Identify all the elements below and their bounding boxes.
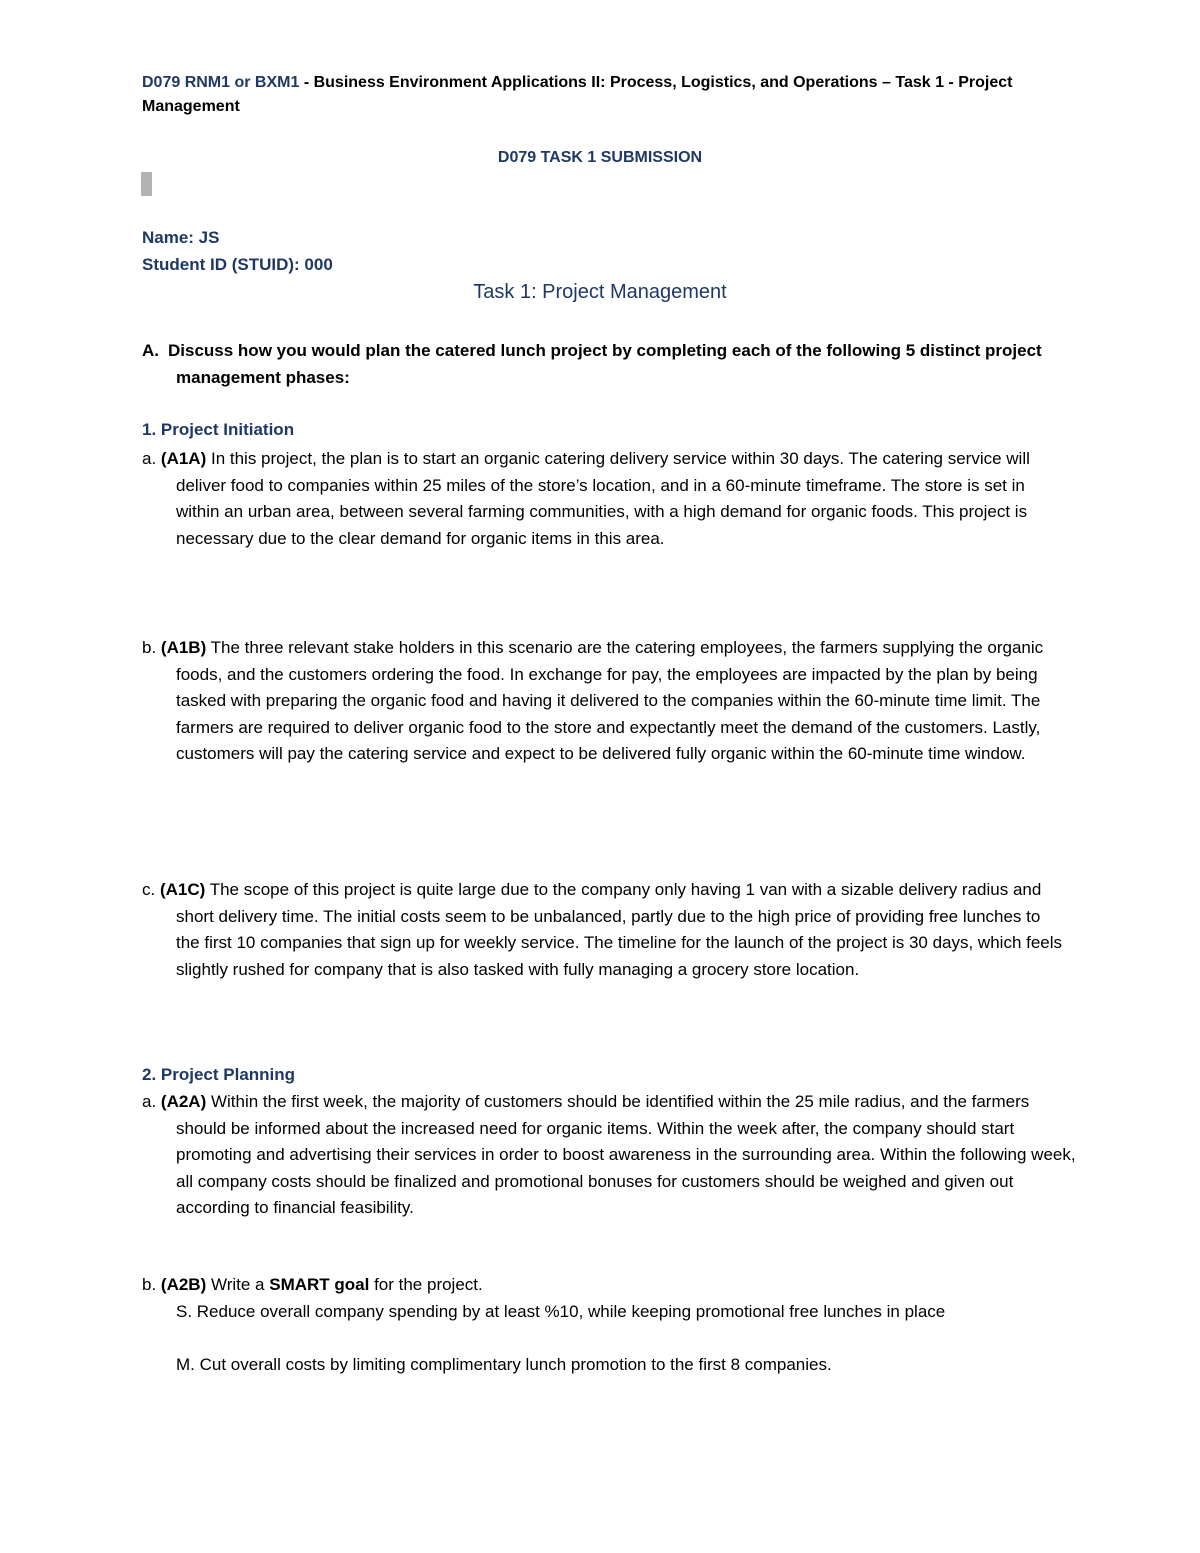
item-tag: (A2B) [160, 1275, 207, 1294]
smart-goal-term: SMART goal [269, 1275, 370, 1294]
item-marker: c. [142, 880, 160, 899]
item-text: The three relevant stake holders in this scenario are the catering employees, the farmers supplying the organic foods, and the customers ordering the food. In exchange for pay, the employees are impacted by the plan by being tasked with preparing the organic food and having it delivered to the companies within the 60-minute time limit. The farmers are required to deliver organic food to the store and expectantly meet the demand of the customers. Lastly, customers will pay the catering service and expect to be delivered fully organic within the 60-minute time window. [176, 638, 1044, 763]
paragraph-a1b [142, 635, 1066, 768]
item-text: Within the first week, the majority of customers should be identified within the 25 mile radius, and the farmers should be informed about the increased need for organic items. Within the week after, the company should start promoting and advertising their services in order to boost awareness in the surrounding area. Within the following week, all company costs should be finalized and promotional bonuses for customers should be weighed and given out according to financial feasibility. [176, 1092, 1076, 1217]
prompt-a [142, 338, 1066, 391]
paragraph-a1c [142, 877, 1066, 983]
item-tag: (A1A) [160, 449, 207, 468]
student-name: Name: JS [142, 228, 220, 247]
item-tag: (A2A) [160, 1092, 207, 1111]
submission-title: D079 TASK 1 SUBMISSION [497, 149, 703, 166]
item-marker: a. [142, 449, 161, 468]
item-marker: a. [142, 1092, 161, 1111]
course-header [142, 71, 1062, 119]
item-text: In this project, the plan is to start an organic catering delivery service within 30 days. The catering service will deliver food to companies within 25 miles of the store’s location, and in a 60-minute timeframe. The store is set in within an urban area, between several farming communities, with a high demand for organic foods. This project is necessary due to the clear demand for organic items in this area. [176, 449, 1030, 548]
prompt-text: Discuss how you would plan the catered lunch project by completing each of the following 5 distinct project management phases: [168, 341, 1042, 387]
item-text-before: Write a [206, 1275, 270, 1294]
student-id: Student ID (STUID): 000 [142, 255, 333, 274]
text-cursor-marker [141, 172, 152, 196]
item-text: The scope of this project is quite large due to the company only having 1 van with a sizable delivery radius and short delivery time. The initial costs seem to be unbalanced, partly due to the high price of providing free lunches to the first 10 companies that sign up for weekly service. The timeline for the launch of the project is 30 days, which feels slightly rushed for company that is also tasked with fully managing a grocery store location. [176, 880, 1063, 979]
smart-goal-specific: S. Reduce overall company spending by at least %10, while keeping promotional free lunches in place [176, 1302, 946, 1321]
paragraph-a2b [142, 1272, 483, 1299]
prompt-marker: A. [142, 341, 159, 360]
course-code: D079 RNM1 or BXM1 [142, 74, 300, 91]
item-marker: b. [142, 1275, 161, 1294]
paragraph-a2a [142, 1089, 1076, 1222]
smart-goal-measurable: M. Cut overall costs by limiting complimentary lunch promotion to the first 8 companies. [176, 1355, 832, 1374]
paragraph-a1a [142, 446, 1066, 552]
task-title: Task 1: Project Management [473, 281, 727, 303]
section-heading-initiation: 1. Project Initiation [142, 420, 295, 439]
section-heading-planning: 2. Project Planning [142, 1065, 296, 1084]
item-text-after: for the project. [369, 1275, 483, 1294]
item-tag: (A1C) [159, 880, 206, 899]
course-title: - Business Environment Applications II: Process, Logistics, and Operations – Task 1 - Project Management [142, 74, 1013, 115]
item-tag: (A1B) [160, 638, 207, 657]
item-marker: b. [142, 638, 161, 657]
